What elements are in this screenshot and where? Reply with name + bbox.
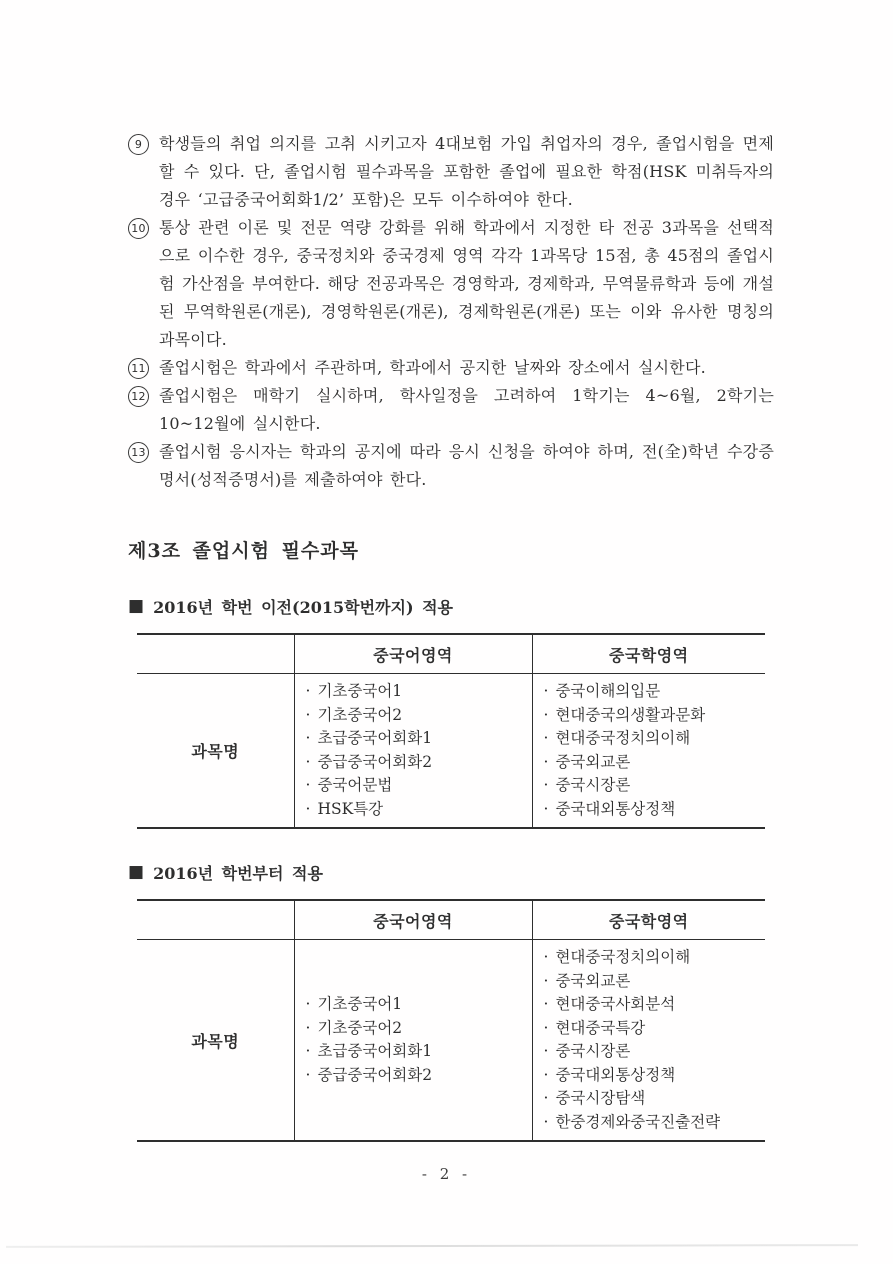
- bullet-icon: ·: [543, 1089, 549, 1107]
- bullet-icon: ·: [543, 705, 549, 724]
- table-header-row: [137, 900, 765, 940]
- courses-table-pre2016: [137, 633, 765, 829]
- course-item: [544, 1087, 762, 1111]
- page-number: - 2 -: [421, 1165, 472, 1183]
- square-bullet-icon: ■: [128, 862, 145, 882]
- course-name: 중국이해의입문: [555, 682, 661, 700]
- bullet-icon: ·: [305, 705, 311, 724]
- row-label-subject-names: 과목명: [191, 1031, 240, 1051]
- table-row: [137, 940, 765, 1142]
- column-header-chinese-studies: 중국학영역: [532, 634, 765, 674]
- course-name: 중국대외통상정책: [555, 799, 676, 818]
- empty-header-cell: [137, 634, 294, 674]
- course-item: [544, 704, 762, 728]
- course-item: [544, 946, 762, 970]
- empty-header-cell: [137, 900, 294, 940]
- course-item: [306, 751, 528, 775]
- column-header-chinese-language: 중국어영역: [294, 900, 532, 940]
- course-item: [544, 774, 762, 798]
- course-name: 기초중국어2: [317, 705, 403, 724]
- course-item: [544, 798, 762, 822]
- course-item: [544, 680, 762, 704]
- course-name: 중급중국어회화2: [317, 752, 433, 771]
- item-number: 9: [128, 134, 149, 155]
- course-name: 중국외교론: [555, 752, 631, 771]
- row-label-subject-names: 과목명: [191, 742, 240, 761]
- page-content: [128, 130, 774, 1142]
- item-text: 졸업시험은 매학기 실시하며, 학사일정을 고려하여 1학기는 4~6월, 2학기는 10~12월에 실시한다.: [159, 386, 774, 433]
- bullet-icon: ·: [305, 1042, 311, 1060]
- course-name: 중국대외통상정책: [555, 1065, 676, 1084]
- bullet-icon: ·: [543, 1018, 549, 1037]
- bullet-icon: ·: [543, 682, 549, 700]
- bullet-icon: ·: [305, 995, 311, 1013]
- course-item: [544, 993, 762, 1017]
- list-item-10: [128, 214, 774, 354]
- item-text: 졸업시험은 학과에서 주관하며, 학과에서 공지한 날짜와 장소에서 실시한다.: [159, 358, 706, 377]
- item-number: 11: [128, 358, 149, 379]
- chinese-language-courses-cell: [294, 674, 532, 829]
- course-item: [544, 970, 762, 994]
- article-title: 제3조 졸업시험 필수과목: [128, 540, 359, 562]
- course-item: [544, 1017, 762, 1041]
- numbered-list: [128, 130, 774, 494]
- bullet-icon: ·: [543, 995, 549, 1013]
- course-item: [306, 727, 528, 751]
- course-name: 한중경제와중국진출전략: [555, 1112, 721, 1131]
- chinese-language-courses-cell: [294, 940, 532, 1142]
- course-name: HSK특강: [317, 799, 384, 818]
- caption-text: 2016년 학번부터 적용: [153, 864, 323, 883]
- bullet-icon: ·: [305, 776, 311, 794]
- courses-table-from2016: [137, 899, 765, 1142]
- table-header-row: [137, 634, 765, 674]
- course-name: 초급중국어회화1: [317, 1042, 433, 1060]
- course-item: [544, 751, 762, 775]
- table-caption-pre2016: [128, 595, 774, 618]
- column-header-chinese-language: 중국어영역: [294, 634, 532, 674]
- bullet-icon: ·: [543, 971, 549, 990]
- bullet-icon: ·: [543, 776, 549, 794]
- course-name: 현대중국특강: [555, 1018, 646, 1037]
- course-name: 중국외교론: [555, 971, 631, 990]
- course-item: [544, 727, 762, 751]
- course-name: 현대중국정치의이해: [555, 948, 691, 966]
- caption-text: 2016년 학번 이전(2015학번까지) 적용: [153, 598, 453, 617]
- course-item: [544, 1064, 762, 1088]
- table-caption-from2016: [128, 861, 774, 884]
- item-text: 졸업시험 응시자는 학과의 공지에 따라 응시 신청을 하여야 하며, 전(全)학년 수강증명서(성적증명서)를 제출하여야 한다.: [159, 442, 774, 489]
- course-item: [306, 798, 528, 822]
- bullet-icon: ·: [543, 799, 549, 818]
- course-name: 현대중국사회분석: [555, 995, 676, 1013]
- square-bullet-icon: ■: [128, 596, 145, 616]
- course-item: [306, 704, 528, 728]
- course-item: [306, 680, 528, 704]
- course-name: 기초중국어2: [317, 1018, 403, 1037]
- course-name: 중국어문법: [317, 776, 393, 794]
- list-item-9: [128, 130, 774, 214]
- list-item-12: [128, 382, 774, 438]
- course-name: 현대중국정치의이해: [555, 729, 691, 747]
- course-name: 초급중국어회화1: [317, 729, 433, 747]
- course-item: [306, 1017, 528, 1041]
- course-name: 중국시장론: [555, 776, 631, 794]
- chinese-studies-courses-cell: [532, 674, 765, 829]
- course-item: [306, 1064, 528, 1088]
- course-item: [306, 774, 528, 798]
- course-name: 중급중국어회화2: [317, 1065, 433, 1084]
- course-name: 기초중국어1: [317, 995, 403, 1013]
- course-name: 현대중국의생활과문화: [555, 705, 706, 724]
- list-item-13: [128, 438, 774, 494]
- bullet-icon: ·: [305, 729, 311, 747]
- table-row: [137, 674, 765, 829]
- bullet-icon: ·: [543, 729, 549, 747]
- bullet-icon: ·: [305, 1018, 311, 1037]
- bullet-icon: ·: [543, 1042, 549, 1060]
- chinese-studies-courses-cell: [532, 940, 765, 1142]
- item-text: 통상 관련 이론 및 전문 역량 강화를 위해 학과에서 지정한 타 전공 3과목을 선택적으로 이수한 경우, 중국정치와 중국경제 영역 각각 1과목당 15점, 총 45점의 졸업시험 가산점을 부여한다. 해당 전공과목은 경영학과, 경제학과, 무역물류학과 등에 개설된 무역학원론(개론), 경영학원론(개론), 경제학원론(개론) 또는 이와 유사한 명칭의 과목이다.: [159, 218, 774, 349]
- bullet-icon: ·: [305, 682, 311, 700]
- bullet-icon: ·: [305, 799, 311, 818]
- column-header-chinese-studies: 중국학영역: [532, 900, 765, 940]
- item-number: 10: [128, 218, 149, 239]
- course-name: 중국시장탐색: [555, 1089, 646, 1107]
- item-number: 13: [128, 442, 149, 463]
- bullet-icon: ·: [543, 1065, 549, 1084]
- bullet-icon: ·: [305, 1065, 311, 1084]
- course-item: [544, 1040, 762, 1064]
- list-item-11: [128, 354, 774, 382]
- bullet-icon: ·: [543, 948, 549, 966]
- course-name: 중국시장론: [555, 1042, 631, 1060]
- scan-artifact-line: [6, 1244, 858, 1248]
- bullet-icon: ·: [305, 752, 311, 771]
- item-number: 12: [128, 386, 149, 407]
- course-item: [306, 993, 528, 1017]
- course-item: [306, 1040, 528, 1064]
- course-item: [544, 1111, 762, 1135]
- course-name: 기초중국어1: [317, 682, 403, 700]
- bullet-icon: ·: [543, 752, 549, 771]
- item-text: 학생들의 취업 의지를 고취 시키고자 4대보험 가입 취업자의 경우, 졸업시험을 면제할 수 있다. 단, 졸업시험 필수과목을 포함한 졸업에 필요한 학점(HSK 미취득자의 경우 ‘고급중국어회화1/2’ 포함)은 모두 이수하여야 한다.: [159, 134, 774, 209]
- bullet-icon: ·: [543, 1112, 549, 1131]
